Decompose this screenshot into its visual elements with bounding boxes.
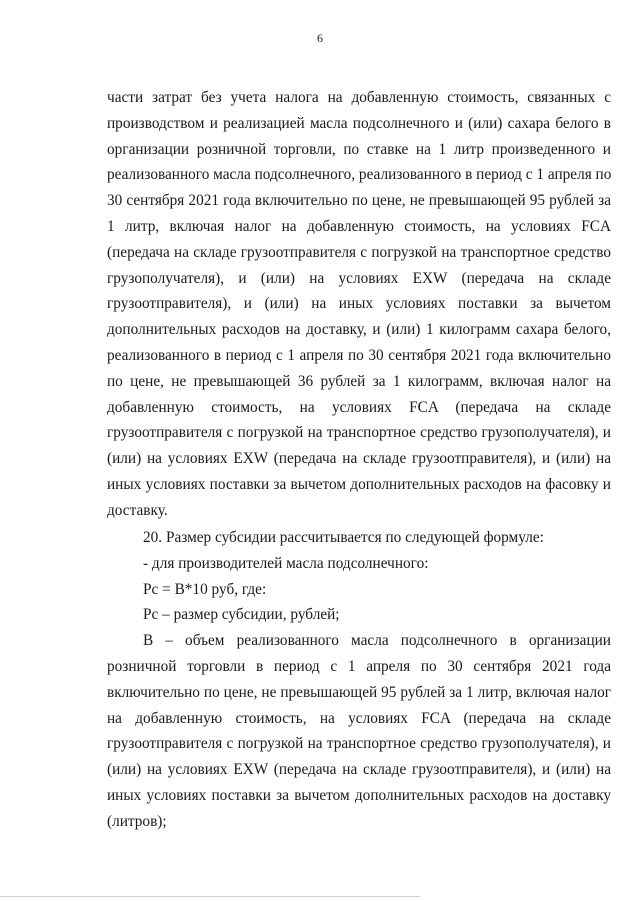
producers-line: - для производителей масла подсолнечного: xyxy=(143,554,429,572)
text-line: доставку. xyxy=(107,501,168,519)
text-line: грузоотправителя с погрузкой на транспортное средство грузополучателя), и xyxy=(107,735,611,753)
text-line: 1 литр, включая налог на добавленную стоимость, на условиях FCA xyxy=(107,217,611,235)
text-line: производством и реализацией масла подсолнечного и (или) сахара белого в xyxy=(107,114,611,132)
text-line: В – объем реализованного масла подсолнечного в организации xyxy=(143,632,611,650)
text-line: иных условиях поставки за вычетом дополнительных расходов на фасовку и xyxy=(107,475,611,493)
text-line: грузоотправителя с погрузкой на транспортное средство грузополучателя), и xyxy=(107,424,611,442)
scan-edge-line xyxy=(0,896,420,897)
page-number: 6 xyxy=(317,31,323,45)
text-line: по цене, не превышающей 36 рублей за 1 килограмм, включая налог на xyxy=(107,372,611,390)
section-20 xyxy=(107,525,611,835)
text-line: грузополучателя), и (или) на условиях EXW (передача на складе xyxy=(107,269,611,287)
text-line: грузоотправителя), и (или) на иных условиях поставки за вычетом xyxy=(107,295,611,313)
text-line: дополнительных расходов на доставку, и (или) 1 килограмм сахара белого, xyxy=(107,321,611,339)
text-line: организации розничной торговли, по ставке на 1 литр произведенного и xyxy=(107,140,611,158)
formula: Рс = В*10 руб, где: xyxy=(143,580,267,598)
definition-pc: Рс – размер субсидии, рублей; xyxy=(143,606,340,624)
text-line: включительно по цене, не превышающей 95 рублей за 1 литр, включая налог xyxy=(107,683,611,701)
text-line: реализованного в период с 1 апреля по 30 сентября 2021 года включительно xyxy=(107,346,611,364)
definition-b xyxy=(107,628,611,834)
text-line: на добавленную стоимость, на условиях FCA (передача на складе xyxy=(107,709,611,727)
text-line: 30 сентября 2021 года включительно по цене, не превышающей 95 рублей за xyxy=(107,192,611,210)
text-line: (или) на условиях EXW (передача на складе грузоотправителя), и (или) на xyxy=(107,761,611,779)
text-line: части затрат без учета налога на добавленную стоимость, связанных с xyxy=(107,89,611,106)
paragraph-continuation xyxy=(107,85,611,524)
text-line: реализованного масла подсолнечного, реализованного в период с 1 апреля по xyxy=(107,166,612,184)
paragraph-20-heading: 20. Размер субсидии рассчитывается по следующей формуле: xyxy=(143,529,544,546)
text-line: иных условиях поставки за вычетом дополнительных расходов на доставку xyxy=(107,786,611,804)
text-line: (передача на складе грузоотправителя с погрузкой на транспортное средство xyxy=(107,243,611,261)
text-line: (или) на условиях EXW (передача на складе грузоотправителя), и (или) на xyxy=(107,450,611,468)
text-line: добавленную стоимость, на условиях FCA (передача на складе xyxy=(107,398,611,416)
text-line: (литров); xyxy=(107,812,167,830)
text-line: розничной торговли в период с 1 апреля по 30 сентября 2021 года xyxy=(107,657,611,675)
